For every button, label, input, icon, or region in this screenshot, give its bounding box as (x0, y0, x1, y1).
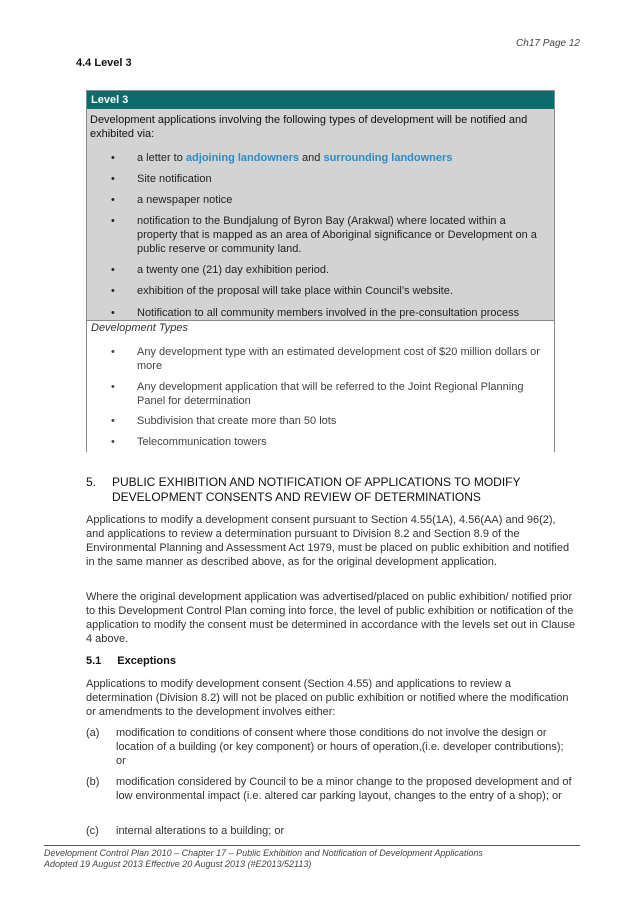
page-label: Ch17 Page 12 (516, 38, 580, 49)
footer-line-1: Development Control Plan 2010 – Chapter 17 – Public Exhibition and Notification of Development Applications (44, 848, 483, 858)
development-types-label: Development Types (91, 322, 189, 334)
level-box-intro: Development applications involving the following types of development will be notified and exhibited via: (90, 114, 528, 140)
subsection-heading (86, 655, 176, 667)
development-types-panel: Development Types • Any development type with an estimated development cost of $20 million dollars or more • Any development application that will be referred to the Joint Regional Planning Panel for determination • Subdivision that create more than 50 lots • Telecommunication towers (87, 320, 554, 452)
level-box (86, 90, 555, 452)
subsection-title: Exceptions (117, 655, 176, 667)
section-number: 5. (86, 475, 97, 489)
footer (44, 848, 483, 870)
paragraph: Where the original development application was advertised/placed on public exhibition/ notified prior to this Development Control Plan coming into force, the level of public exhibition or notification of the application to modify the consent must be determined in accordance with the levels set out in Clause 4 above. (86, 591, 576, 645)
subsection-number: 5.1 (86, 655, 102, 667)
section-heading: 4.4 Level 3 (76, 57, 132, 69)
surrounding-landowners-link[interactable]: surrounding landowners (323, 152, 453, 164)
paragraph: Applications to modify development consent (Section 4.55) and applications to review a determination (Division 8.2) will not be placed on public exhibition or notified where the modification or amendments to the development involves either: (86, 678, 569, 718)
level-box-header: Level 3 (87, 91, 554, 109)
footer-divider (44, 845, 580, 846)
level-box-methods: Development applications involving the following types of development will be notified and exhibited via: • a letter to adjoining landowners and surrounding landowners • Site notification • a newspaper notice • notification to the Bundjalung of Byron Bay (Arakwal) where located within a property that is mapped as an area of Aboriginal significance or Development on a public reserve or community land. • a twenty one (21) day exhibition period. • exhibition of the proposal will take place within Council’s website. • Notification to all community members involved in the pre-consultation process (87, 109, 554, 320)
footer-line-2: Adopted 19 August 2013 Effective 20 August 2013 (#E2013/52113) (44, 859, 312, 869)
adjoining-landowners-link[interactable]: adjoining landowners (185, 152, 299, 164)
paragraph: Applications to modify a development consent pursuant to Section 4.55(1A), 4.56(AA) and 96(2), and applications to review a determination pursuant to Division 8.2 and Section 8.9 of the Environmental Planning and Assessment Act 1979, must be placed on public exhibition and notified in the same manner as described above, as for the original development application. (86, 514, 570, 568)
section-title: PUBLIC EXHIBITION AND NOTIFICATION OF APPLICATIONS TO MODIFY DEVELOPMENT CONSENTS AND REVIEW OF DETERMINATIONS (112, 475, 521, 504)
